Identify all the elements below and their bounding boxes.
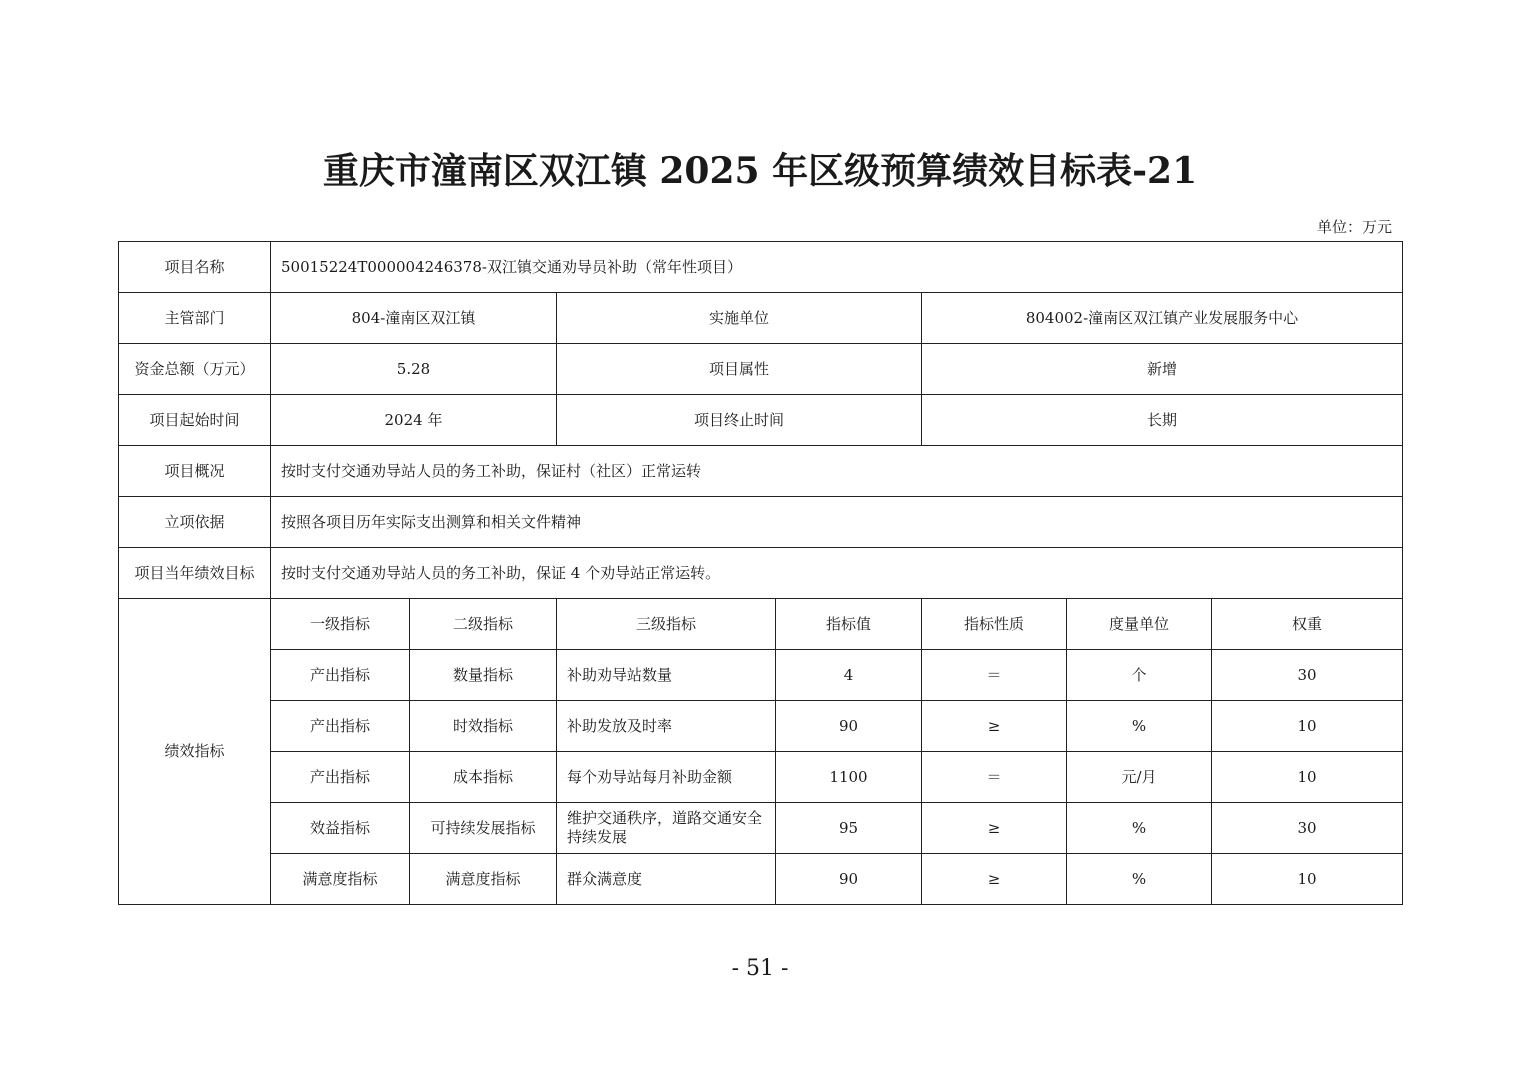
cell-level2: 数量指标 [410,650,557,701]
header-level3: 三级指标 [557,599,776,650]
project-name-value: 50015224T000004246378-双江镇交通劝导员补助（常年性项目） [271,242,1403,293]
cell-value: 95 [776,803,922,854]
overview-label: 项目概况 [119,446,271,497]
cell-level3: 每个劝导站每月补助金额 [557,752,776,803]
cell-unit: 元/月 [1067,752,1212,803]
indicator-row [119,752,1403,803]
goal-label: 项目当年绩效目标 [119,548,271,599]
cell-weight: 30 [1212,650,1403,701]
cell-level1: 产出指标 [271,701,410,752]
cell-level3: 维护交通秩序，道路交通安全持续发展 [557,803,776,854]
row-overview [119,446,1403,497]
indicator-header-row [119,599,1403,650]
cell-level1: 产出指标 [271,650,410,701]
cell-nature: ≥ [922,701,1067,752]
indicator-row [119,803,1403,854]
row-goal [119,548,1403,599]
cell-weight: 10 [1212,701,1403,752]
row-project-name [119,242,1403,293]
document-title: 重庆市潼南区双江镇 2025 年区级预算绩效目标表-21 [322,150,1198,192]
header-level1: 一级指标 [271,599,410,650]
indicator-row [119,701,1403,752]
dept-value: 804-潼南区双江镇 [271,293,557,344]
fund-label: 资金总额（万元） [119,344,271,395]
row-basis [119,497,1403,548]
cell-value: 90 [776,701,922,752]
cell-value: 4 [776,650,922,701]
cell-nature: ≥ [922,803,1067,854]
row-department [119,293,1403,344]
cell-nature: ＝ [922,650,1067,701]
end-value: 长期 [922,395,1403,446]
cell-level2: 时效指标 [410,701,557,752]
cell-value: 90 [776,854,922,905]
cell-unit: 个 [1067,650,1212,701]
row-time [119,395,1403,446]
cell-level1: 产出指标 [271,752,410,803]
cell-nature: ＝ [922,752,1067,803]
page-number: - 51 - [731,956,789,981]
cell-level2: 可持续发展指标 [410,803,557,854]
indicator-row [119,650,1403,701]
cell-level1: 满意度指标 [271,854,410,905]
cell-level3: 群众满意度 [557,854,776,905]
indicator-row [119,854,1403,905]
basis-label: 立项依据 [119,497,271,548]
header-level2: 二级指标 [410,599,557,650]
overview-value: 按时支付交通劝导站人员的务工补助，保证村（社区）正常运转 [271,446,1403,497]
cell-unit: % [1067,701,1212,752]
cell-level1: 效益指标 [271,803,410,854]
unit-label: 单位：万元 [1316,218,1392,236]
attr-value: 新增 [922,344,1403,395]
cell-level3: 补助发放及时率 [557,701,776,752]
header-nature: 指标性质 [922,599,1067,650]
cell-weight: 10 [1212,854,1403,905]
header-weight: 权重 [1212,599,1403,650]
cell-level3: 补助劝导站数量 [557,650,776,701]
project-name-label: 项目名称 [119,242,271,293]
cell-weight: 10 [1212,752,1403,803]
dept-label: 主管部门 [119,293,271,344]
impl-value: 804002-潼南区双江镇产业发展服务中心 [922,293,1403,344]
cell-weight: 30 [1212,803,1403,854]
cell-unit: % [1067,803,1212,854]
attr-label: 项目属性 [557,344,922,395]
cell-level2: 成本指标 [410,752,557,803]
cell-unit: % [1067,854,1212,905]
header-value: 指标值 [776,599,922,650]
header-unit: 度量单位 [1067,599,1212,650]
budget-performance-table [118,241,1403,905]
basis-value: 按照各项目历年实际支出测算和相关文件精神 [271,497,1403,548]
cell-value: 1100 [776,752,922,803]
row-fund [119,344,1403,395]
start-label: 项目起始时间 [119,395,271,446]
goal-value: 按时支付交通劝导站人员的务工补助，保证 4 个劝导站正常运转。 [271,548,1403,599]
fund-value: 5.28 [271,344,557,395]
indicator-section-label: 绩效指标 [119,599,271,905]
cell-level2: 满意度指标 [410,854,557,905]
cell-nature: ≥ [922,854,1067,905]
start-value: 2024 年 [271,395,557,446]
impl-label: 实施单位 [557,293,922,344]
end-label: 项目终止时间 [557,395,922,446]
